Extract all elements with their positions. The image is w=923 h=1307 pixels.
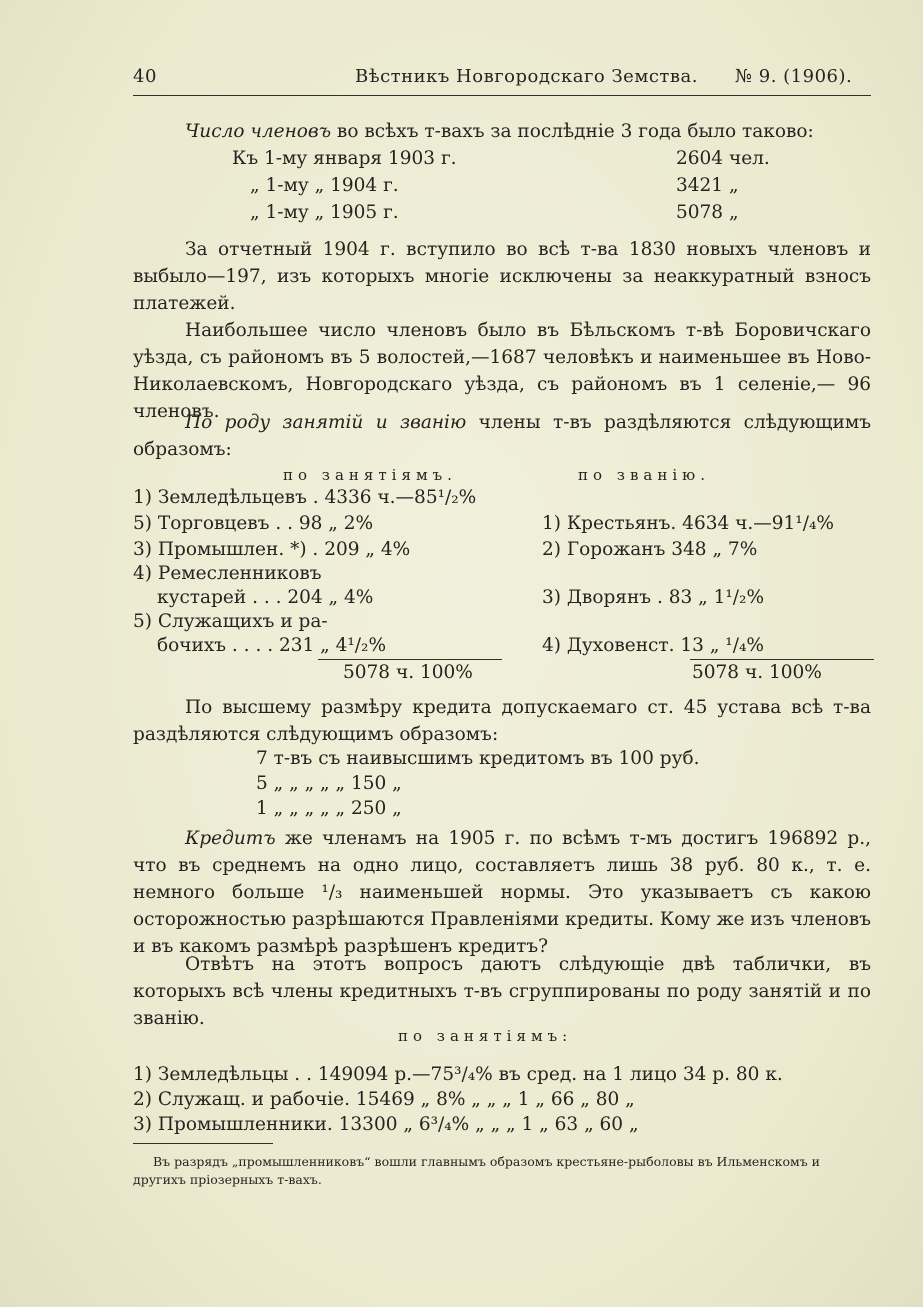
credit-row: 1 „ „ „ „ „ 250 „ [256, 798, 402, 819]
paragraph-joined: За отчетный 1904 г. вступило во всѣ т-ва 1830 новыхъ членовъ и выбыло—197, изъ которыхъ многіе исключены за неаккуратный взносъ платежей. [133, 239, 871, 314]
occupation-row: бочихъ . . . . 231 „ 4¹/₂% [157, 635, 387, 656]
running-title: Вѣстникъ Новгородскаго Земства. [355, 66, 698, 87]
paragraph-classification: По роду занятій и званію члены т-въ раздѣляются слѣдующимъ образомъ: [133, 412, 871, 460]
paragraph-credit-limit: По высшему размѣру кредита допускаемаго ст. 45 устава всѣ т-ва раздѣляются слѣдующимъ образомъ: [133, 697, 871, 745]
footnote: Въ разрядъ „промышленниковъ“ вошли главнымъ образомъ крестьяне-рыболовы въ Ильменскомъ и другихъ пріозерныхъ т-вахъ. [133, 1154, 820, 1187]
header-rule [133, 95, 871, 96]
members-row-1903: Къ 1-му января 1903 г. [232, 148, 457, 169]
rank-total-rule [690, 659, 874, 660]
rank-row: 3) Дворянъ . 83 „ 1¹/₂% [542, 587, 765, 608]
rank-row: 2) Горожанъ 348 „ 7% [542, 539, 758, 560]
page-number: 40 [133, 66, 157, 87]
members-intro: Число членовъ во всѣхъ т-вахъ за послѣдніе 3 года было таково: [185, 121, 814, 142]
occupation-heading: по занятіямъ. [283, 466, 457, 484]
occupation-total: 5078 ч. 100% [343, 662, 473, 683]
occupation-row: кустарей . . . 204 „ 4% [157, 587, 374, 608]
occupation-row: 3) Промышлен. *) . 209 „ 4% [133, 539, 411, 560]
issue-number: № 9. (1906). [735, 66, 853, 87]
paragraph-largest: Наибольшее число членовъ было въ Бѣльскомъ т-вѣ Боровичскаго уѣзда, съ райономъ въ 5 волостей,—1687 человѣкъ и наименьшее въ Ново-Николаевскомъ, Новгородскаго уѣзда, съ райономъ въ 1 селеніе,— 96 членовъ. [133, 320, 871, 422]
footnote-rule [133, 1143, 273, 1144]
members-row-1904: „ 1-му „ 1904 г. [250, 175, 399, 196]
members-row-1905: „ 1-му „ 1905 г. [250, 202, 399, 223]
members-value-1904: 3421 „ [676, 175, 739, 196]
paragraph-credit: Кредитъ же членамъ на 1905 г. по всѣмъ т-мъ достигъ 196892 р., что въ среднемъ на одно лицо, составляетъ лишь 38 руб. 80 к., т. е. немного больше ¹/₃ наименьшей нормы. Это указываетъ съ какою осторожностью разрѣшаются Правленіями кредиты. Кому же изъ членовъ и въ какомъ размѣрѣ разрѣшенъ кредитъ? [133, 828, 871, 957]
credit-row: 5 „ „ „ „ „ 150 „ [256, 773, 402, 794]
occupation-total-rule [318, 659, 502, 660]
members-value-1905: 5078 „ [676, 202, 739, 223]
paragraph-answer: Отвѣтъ на этотъ вопросъ даютъ слѣдующіе двѣ таблички, въ которыхъ всѣ члены кредитныхъ т-въ сгруппированы по роду занятій и по званію. [133, 954, 871, 1029]
table-row: 3) Промышленники. 13300 „ 6³/₄% „ „ „ 1 „ 63 „ 60 „ [133, 1114, 639, 1135]
occupation-row: 1) Земледѣльцевъ . 4336 ч.—85¹/₂% [133, 487, 477, 508]
rank-row: 4) Духовенст. 13 „ ¹/₄% [542, 635, 764, 656]
table-heading: по занятіямъ: [398, 1027, 573, 1045]
occupation-row: 4) Ремесленниковъ [133, 563, 322, 584]
members-value-1903: 2604 чел. [676, 148, 770, 169]
rank-total: 5078 ч. 100% [692, 662, 822, 683]
table-row: 1) Земледѣльцы . . 149094 р.—75³/₄% въ сред. на 1 лицо 34 р. 80 к. [133, 1064, 783, 1085]
rank-heading: по званію. [578, 466, 710, 484]
credit-row: 7 т-въ съ наивысшимъ кредитомъ въ 100 руб. [256, 748, 700, 769]
table-row: 2) Служащ. и рабочіе. 15469 „ 8% „ „ „ 1 „ 66 „ 80 „ [133, 1089, 635, 1110]
occupation-row: 5) Служащихъ и ра- [133, 611, 328, 632]
rank-row: 1) Крестьянъ. 4634 ч.—91¹/₄% [542, 513, 834, 534]
occupation-row: 5) Торговцевъ . . 98 „ 2% [133, 513, 374, 534]
